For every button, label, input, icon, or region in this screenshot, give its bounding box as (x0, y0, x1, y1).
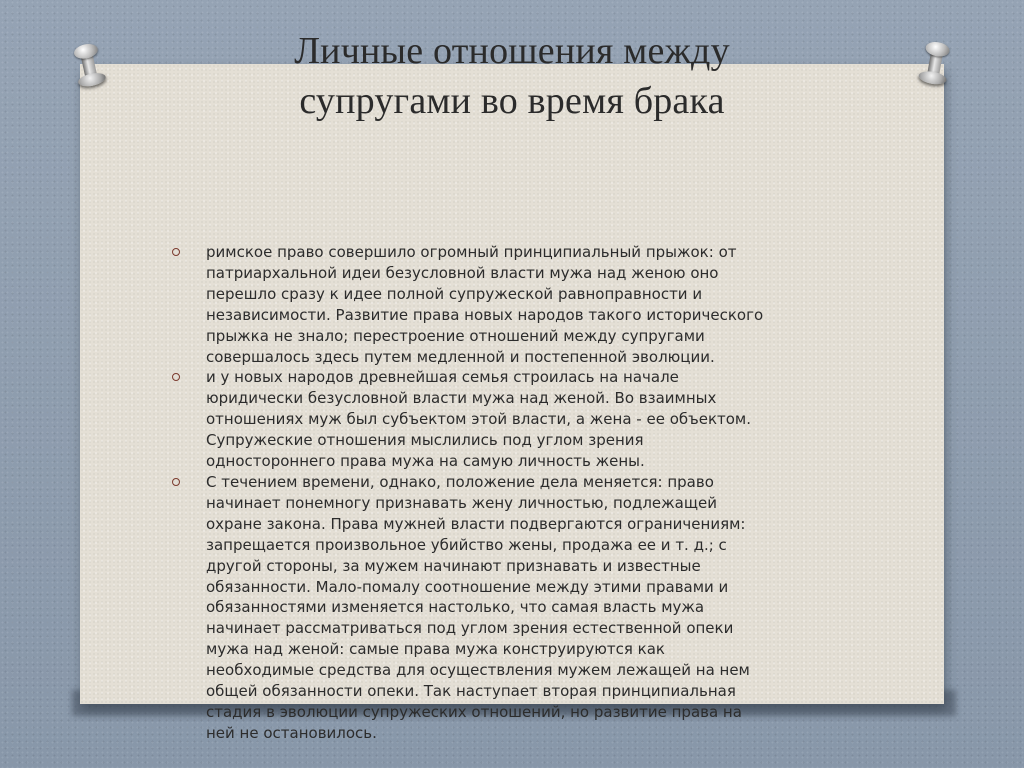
bullet-text-line: и у новых народов древнейшая семья строилась на начале (206, 368, 679, 387)
bullet-text-line: обязанностями изменяется настолько, что самая власть мужа (206, 598, 705, 617)
bullet-item (170, 472, 840, 744)
circle-outline-icon (172, 248, 180, 256)
bullet-text-line: Супружеские отношения мыслились под углом зрения (206, 431, 644, 450)
bullet-text-line: С течением времени, однако, положение дела меняется: право (206, 472, 714, 491)
bullet-text-line: совершалось здесь путем медленной и постепенной эволюции. (206, 347, 715, 366)
bullet-text-line: юридически безусловной власти мужа над женой. Во взаимных (206, 389, 717, 408)
circle-outline-icon (172, 478, 180, 486)
slide-title (180, 26, 844, 126)
bullet-item (170, 242, 840, 367)
bullet-text-line: начинает рассматриваться под углом зрения естественной опеки (206, 619, 734, 638)
slide-title-line: Личные отношения между (294, 30, 730, 72)
bullet-text-line: патриархальной идеи безусловной власти мужа над женою оно (206, 263, 719, 282)
pushpin-icon (916, 40, 953, 89)
bullet-text-line: обязанности. Мало-помалу соотношение между этими правами и (206, 577, 729, 596)
bullet-text-line: отношениях муж был субъектом этой власти, а жена - ее объектом. (206, 410, 752, 429)
bullet-text-line: одностороннего права мужа на самую личность жены. (206, 452, 645, 471)
bullet-text-line: мужа над женой: самые права мужа конструируются как (206, 640, 665, 659)
bullet-item (170, 367, 840, 472)
bullet-text-line: запрещается произвольное убийство жены, продажа ее и т. д.; с (206, 535, 727, 554)
bullet-text-line: независимости. Развитие права новых народов такого исторического (206, 305, 764, 324)
bullet-list (170, 242, 840, 744)
bullet-text-line: другой стороны, за мужем начинают признавать и известные (206, 556, 701, 575)
pushpin-icon (70, 41, 108, 90)
circle-outline-icon (172, 373, 180, 381)
bullet-text-line: ней не остановилось. (206, 723, 377, 742)
bullet-text-line: прыжка не знало; перестроение отношений между супругами (206, 326, 705, 345)
bullet-text-line: римское право совершило огромный принципиальный прыжок: от (206, 243, 737, 261)
bullet-text-line: необходимые средства для осуществления мужем лежащей на нем (206, 661, 750, 680)
bullet-text-line: охране закона. Права мужней власти подвергаются ограничениям: (206, 514, 746, 533)
bullet-text-line: стадия в эволюции супружеских отношений, но развитие права на (206, 702, 742, 721)
bullet-text-line: начинает понемногу признавать жену личностью, подлежащей (206, 493, 717, 512)
bullet-text-line: перешло сразу к идее полной супружеской равноправности и (206, 284, 703, 303)
bullet-text-line: общей обязанности опеки. Так наступает вторая принципиальная (206, 682, 736, 701)
slide-title-line: супругами во время брака (299, 80, 725, 122)
